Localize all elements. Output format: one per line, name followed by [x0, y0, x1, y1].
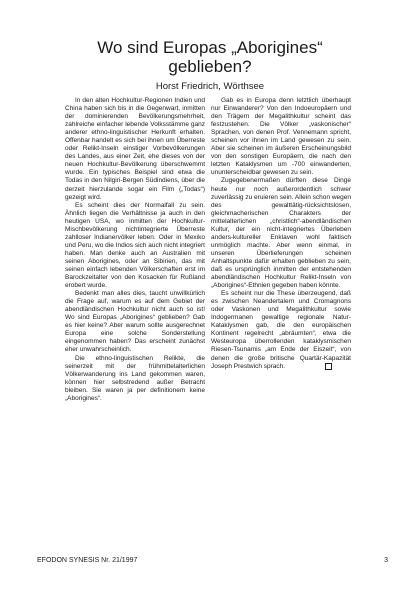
paragraph: Die ethno-linguistischen Relikte, die seinerzeit mit der frühmittelalterlichen Völkerwanderung ins Land gekommen waren, können hier selbstredend außer Betracht bleiben. Sie waren ja per definitionem keine „Aborigines“. [65, 354, 205, 402]
paragraph: Bedenkt man alles dies, taucht unwillkürlich die Frage auf, warum es auf dem Gebiet der abendländischen Hochkultur nicht auch so ist! Wo sind Europas „Aborigines“ geblieben? Gab es hier keine? Aber warum sollte ausgerechnet Europa eine solche Sonderstellung eingenommen haben? Das erscheint zunächst eher unwahrscheinlich. [65, 290, 205, 354]
paragraph: Es scheint dies der Normalfall zu sein. Ähnlich liegen die Verhältnisse ja auch in den heutigen USA, wo inmitten der Hochkultur-Mischbevölkerung nichtintegrierte Überreste zahlloser Indianervölker leben. Oder in Mexiko und Peru, wo die Indios sich auch nicht integriert haben. Man denke auch an Australien mit seinen Aborigines, oder an Sibirien, das mit seinen einfach lebenden Völkerschaften erst im Barockzeitalter von den Kosacken für Rußland erobert wurde. [65, 201, 205, 290]
article-author: Horst Friedrich, Wörthsee [155, 81, 265, 92]
paragraph: Zugegebenermaßen dürften diese Dinge heute nur noch außerordentlich schwer zuverlässig zu eruieren sein. Allein schon wegen des gewalttätig-rücksichtslosen, gleichmacherischen Charakters der mittelalterlichen „christlich“-abendländischen Kultur, der ein nicht-integriertes Überleben anders-kultureller Enklaven wohl faktisch unmöglich machte. Aber wenn einmal, in unseren Überlieferungen scheinen Anhaltspunkte dafür erhalten geblieben zu sein, daß es ursprünglich inmitten der entstehenden abendländischen Hochkultur Relikt-Inseln von „Aborigines“-Ethnien gegeben haben könnte. [211, 177, 351, 290]
paragraph [211, 290, 351, 371]
end-of-article-mark [325, 363, 332, 370]
title-line-2: geblieben? [168, 57, 252, 76]
journal-issue: EFODON SYNESIS Nr. 21/1997 [37, 557, 138, 564]
paragraph: Gab es in Europa denn letztlich überhaupt nur Einwanderer? Von den Indoeuropäern und den Trägern der Megalithkultur scheint das festzustehen. Die Völker „vaskonischer“ Sprachen, von denen Prof. Vennemann spricht, scheinen vor ihnen im Land gewesen zu sein. Aber sie scheinen im äußeren Erscheinungsbild von den sonstigen Europäern, die nach den letzten Kataklysmen um -700 einwanderten, ununterscheidbar gewesen zu sein. [211, 97, 351, 177]
paragraph-text: Es scheint nur die These überzeugend, daß es zwischen Neandertalern und Cromagnons oder Vaskonen und Megalithkultur sowie Indogermanen gewaltige regionale Natur-Kataklysmen gab, die den europäischen Kontinent regelrecht „abräumten“, etwa die Westeuropa überrollenden kataklysmischen Riesen-Tsunamis „am Ende der Eiszeit“, von denen die große britische Quartär-Kapazität Joseph Prestwich sprach. [211, 290, 351, 370]
text-column-right [211, 97, 351, 371]
article-title [40, 38, 380, 76]
paragraph: In den alten Hochkultur-Regionen Indien und China haben sich bis in die Gegenwart, inmitten der dominierenden Bevölkerungsmehrheit, zahlreiche einfacher lebende Volksstämme ganz anderer ethno-linguistischer Herkunft erhalten. Offenbar handelt es sich bei ihnen um Überreste oder Relikt-Inseln einstiger Vorbevölkerungen des Landes, aus einer Zeit, ehe dieses von der neuen Hochkultur-Bevölkerung überschwemmt wurde. Ein typisches Beispiel sind etwa die Todas in den Nilgiri-Bergen Südindiens, über die derzeit hierzulande sogar ein Film („Todas“) gezeigt wird. [65, 97, 205, 201]
page-number: 3 [384, 557, 388, 564]
title-line-1: Wo sind Europas „Aborigines“ [97, 38, 323, 57]
text-column-left [65, 97, 205, 403]
